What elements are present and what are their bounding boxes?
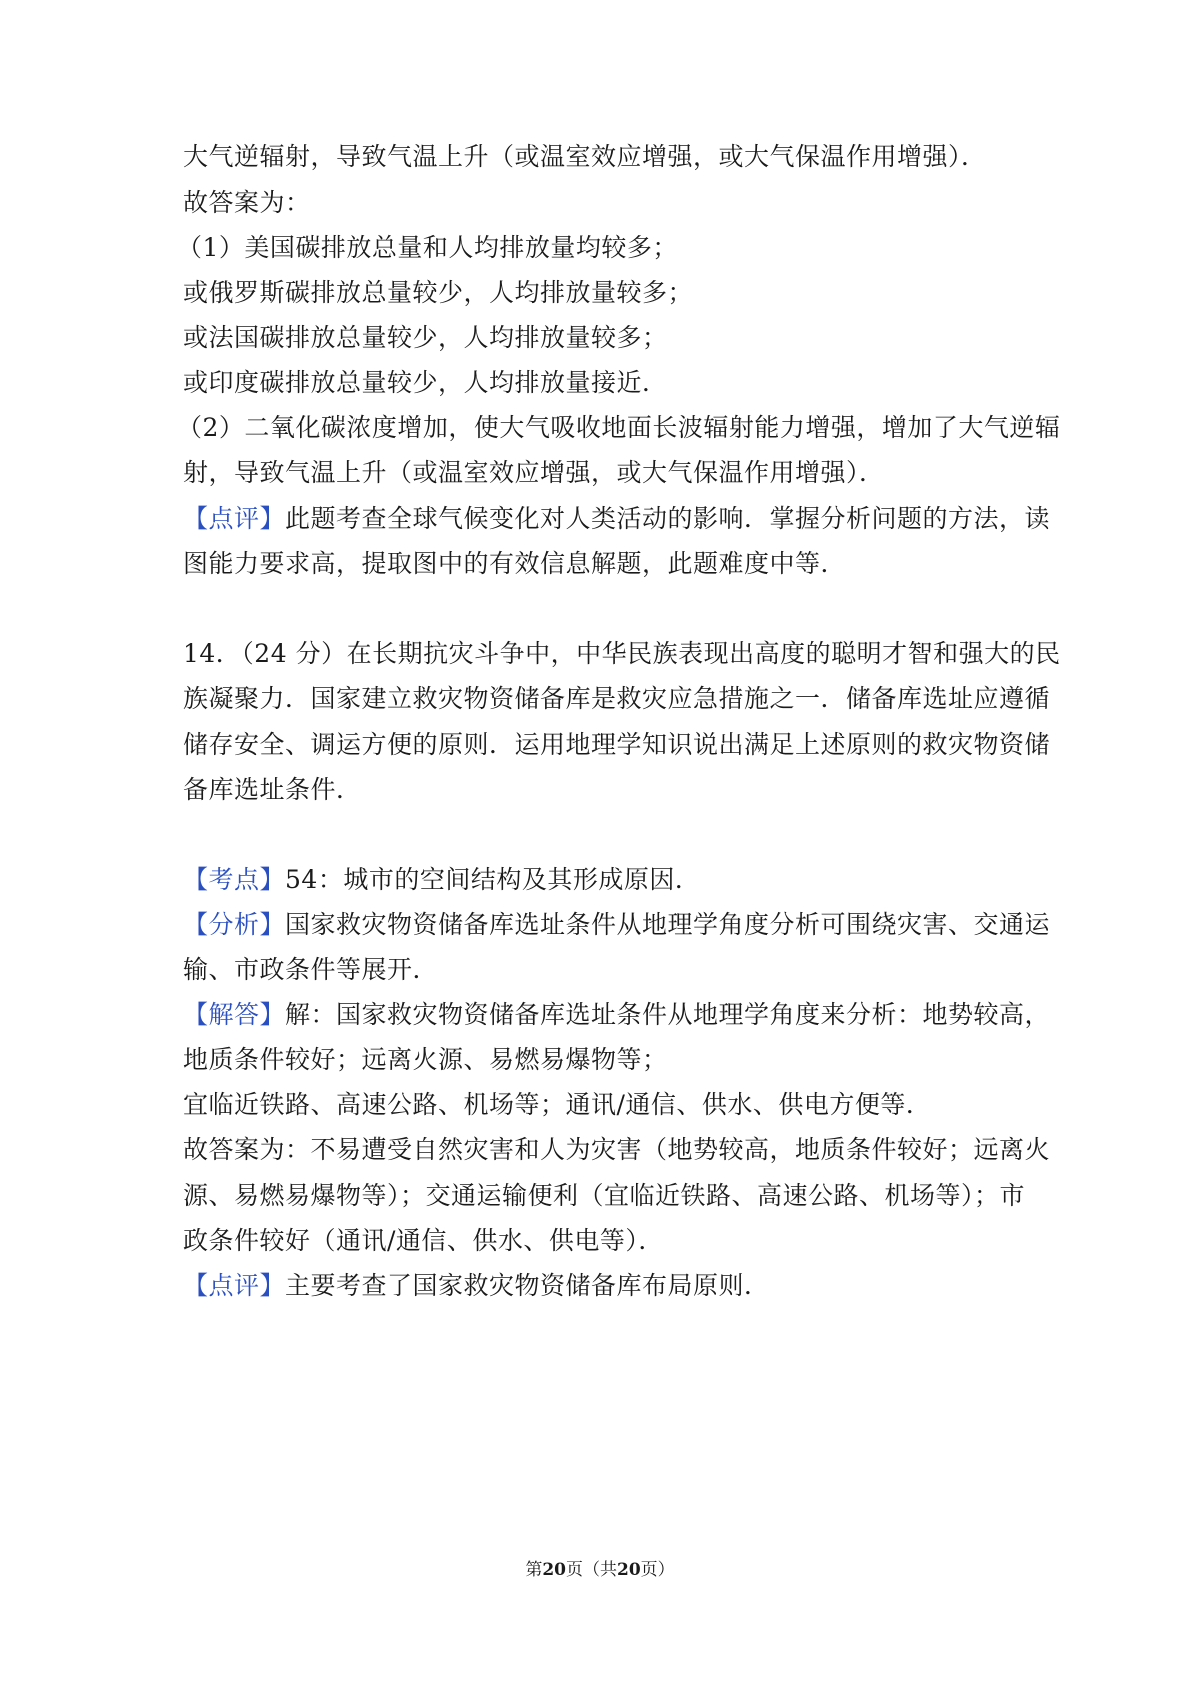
kaodian-tag: 【考点】 [183,865,286,894]
answer-label: 故答案为： [183,188,311,217]
dianping-tag: 【点评】 [183,1271,286,1300]
footer-prefix: 第 [525,1560,543,1580]
question-14-line: 14．（24 分）在长期抗灾斗争中，中华民族表现出高度的聪明才智和强大的民 [183,639,1061,668]
answer-item: （2）二氧化碳浓度增加，使大气吸收地面长波辐射能力增强，增加了大气逆辐 [177,413,1061,442]
question-14-line: 族凝聚力．国家建立救灾物资储备库是救灾应急措施之一．储备库选址应遵循 [183,684,1051,713]
page-footer [0,1558,1200,1582]
jieda-paragraph [183,998,1051,1032]
review-paragraph [183,502,1051,536]
jieda-text-cont: 宜临近铁路、高速公路、机场等；通讯/通信、供水、供电方便等． [183,1090,932,1119]
footer-mid: 页（共 [566,1560,617,1580]
footer-suffix: 页） [640,1560,675,1580]
question-14-line: 备库选址条件． [183,775,362,804]
fenxi-tag: 【分析】 [183,910,286,939]
jieda-text: 解：国家救灾物资储备库选址条件从地理学角度来分析：地势较高， [285,1000,1051,1029]
dianping-paragraph [183,1269,1023,1303]
answer-item: 或印度碳排放总量较少，人均排放量接近． [183,368,668,397]
review-text-cont: 图能力要求高，提取图中的有效信息解题，此题难度中等． [183,549,847,578]
final-answer-line: 源、易燃易爆物等）；交通运输便利（宜临近铁路、高速公路、机场等）；市 [183,1181,1026,1210]
kaodian-paragraph [183,863,1023,897]
answer-item: 射，导致气温上升（或温室效应增强，或大气保温作用增强）． [183,458,885,487]
answer-item: 或俄罗斯碳排放总量较少，人均排放量较多； [183,278,694,307]
jieda-text-cont: 地质条件较好；远离火源、易燃易爆物等； [183,1045,668,1074]
answer-item: 或法国碳排放总量较少，人均排放量较多； [183,323,668,352]
fenxi-paragraph [183,908,1051,942]
review-tag: 【点评】 [183,504,286,533]
prev-answer-line: 大气逆辐射，导致气温上升（或温室效应增强，或大气保温作用增强）． [183,142,987,171]
dianping-text: 主要考查了国家救灾物资储备库布局原则． [285,1271,770,1300]
fenxi-text: 国家救灾物资储备库选址条件从地理学角度分析可围绕灾害、交通运 [285,910,1051,939]
jieda-tag: 【解答】 [183,1000,286,1029]
fenxi-text-cont: 输、市政条件等展开． [183,955,439,984]
footer-total-pages: 20 [617,1560,641,1580]
question-14-line: 储存安全、调运方便的原则．运用地理学知识说出满足上述原则的救灾物资储 [183,730,1051,759]
review-text: 此题考查全球气候变化对人类活动的影响．掌握分析问题的方法，读 [285,504,1051,533]
footer-page-number: 20 [542,1560,566,1580]
kaodian-text: 54：城市的空间结构及其形成原因． [285,865,701,894]
final-answer-line: 故答案为：不易遭受自然灾害和人为灾害（地势较高，地质条件较好；远离火 [183,1135,1051,1164]
answer-item: （1）美国碳排放总量和人均排放量均较多； [177,233,678,262]
final-answer-line: 政条件较好（通讯/通信、供水、供电等）． [183,1226,664,1255]
